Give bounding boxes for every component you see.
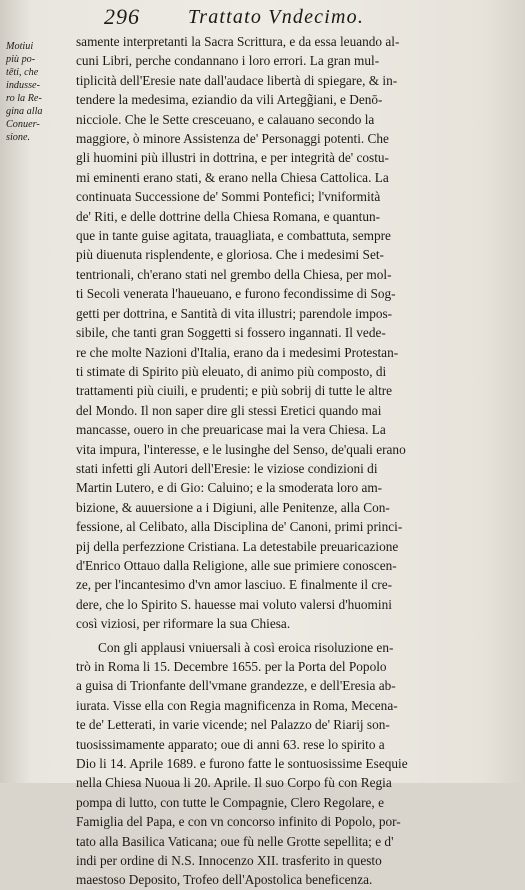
text-line: del Mondo. Il non saper dire gli stessi Eretici quando mai (76, 402, 382, 418)
text-line: ze, per l'incantesimo d'vn amor lasciuo. E finalmente il cre- (76, 577, 393, 593)
text-line: bizione, & auuersione a i Digiuni, alle Penitenze, alla Con- (76, 499, 390, 515)
marginal-note-line: sione. (6, 132, 31, 143)
text-line: pij della perfezzione Cristiana. La detestabile preuaricazione (76, 538, 399, 554)
marginal-note-line: gina alla (6, 106, 43, 117)
text-line: Famiglia del Papa, e con vn concorso infinito di Popolo, por- (76, 814, 401, 830)
text-line: cuni Libri, perche condannano i loro errori. La gran mul- (76, 53, 380, 69)
text-line: tuosissimamente apparato; oue di anni 63. rese lo spirito a (76, 736, 385, 752)
marginal-note-line: Conuer- (6, 119, 40, 130)
text-line: indi per ordine di N.S. Innocenzo XII. trasferito in questo (76, 853, 382, 869)
text-line: sibile, che tanti gran Soggetti si fossero ingannati. Il vede- (76, 325, 386, 341)
text-line: mancasse, ouero in che preuaricase mai la vera Chiesa. La (76, 422, 386, 438)
text-line: vita impura, l'interesse, e le lusinghe del Senso, de'quali erano (76, 441, 406, 457)
text-line: così viziosi, per riformare la sua Chiesa. (76, 616, 291, 632)
marginal-note-line: ro la Re- (6, 93, 42, 104)
text-line: Martin Lutero, e di Gio: Caluino; e la smoderata loro am- (76, 480, 383, 496)
text-line: continuata Successione de' Sommi Pontefici; l'vniformità (76, 189, 381, 205)
page-number: 296 (104, 4, 140, 29)
text-line: maggiore, ò minore Assistenza de' Personaggi potenti. Che (76, 131, 389, 147)
text-line: maestoso Deposito, Trofeo dell'Apostolica beneficenza. (76, 872, 373, 888)
paragraph (76, 638, 508, 890)
marginal-note-line: Motiui (6, 41, 34, 52)
text-line: tendere la medesima, eziandio da vili Artegg̃iani, e Denō- (76, 92, 383, 108)
paragraph (76, 32, 508, 634)
page-header (104, 4, 504, 30)
text-line: Con gli applausi vniuersali à così eroica risoluzione en- (98, 639, 394, 655)
text-line: getti per dottrina, e Santità di vita illustri; parendole impos- (76, 305, 393, 321)
text-line: nicciole. Che le Sette cresceuano, e calauano secondo la (76, 111, 375, 127)
marginal-note-line: indusse- (6, 80, 40, 91)
text-line: tentrionali, ch'erano stati nel grembo della Chiesa, per mol- (76, 266, 392, 282)
text-line: stati infetti gli Autori dell'Eresie: le viziose condizioni di (76, 460, 378, 476)
running-title: Trattato Vndecimo. (188, 6, 365, 28)
text-line: samente interpretanti la Sacra Scrittura, e da essa leuando al- (76, 34, 400, 49)
text-line: Dio li 14. Aprile 1689. e furono fatte le sontuosissime Esequie (76, 756, 408, 772)
marginal-note-line: più po- (6, 54, 36, 65)
text-line: nella Chiesa Nuoua li 20. Aprile. Il suo Corpo fù con Regia (76, 775, 392, 791)
text-line: re che molte Nazioni d'Italia, erano da i medesimi Protestan- (76, 344, 399, 360)
text-line: trattamenti più ciuili, e prudenti; e più sobrij di tutte le altre (76, 383, 393, 399)
body-text (76, 32, 508, 890)
text-line: tiplicità dell'Eresie nate dall'audace libertà di spiegare, & in- (76, 72, 398, 88)
text-line: te de' Letterati, in varie vicende; nel Palazzo de' Riarij son- (76, 717, 390, 733)
text-line: que in tante guise agitata, trauagliata, e combattuta, sempre (76, 228, 391, 244)
text-line: pompa di lutto, con tutte le Compagnie, Clero Regolare, e (76, 794, 384, 810)
text-line: a guisa di Trionfante dell'vmane grandezze, e dell'Eresia ab- (76, 678, 396, 694)
marginal-note (6, 40, 72, 144)
text-line: fessione, al Celibato, alla Disciplina de' Canoni, primi princi- (76, 519, 403, 535)
text-line: de' Riti, e delle dottrine della Chiesa Romana, e quantun- (76, 208, 381, 224)
text-line: ti stimate di Spirito più eleuato, di animo più composto, di (76, 363, 387, 379)
marginal-note-line: tēti, che (6, 67, 39, 78)
text-line: d'Enrico Ottauo dalla Religione, alle sue primiere conoscen- (76, 557, 397, 573)
text-line: mi eminenti erano stati, & erano nella Chiesa Cattolica. La (76, 169, 389, 185)
text-line: trò in Roma li 15. Decembre 1655. per la Porta del Popolo (76, 659, 387, 674)
text-line: ti Secoli venerata l'haueuano, e furono fecondissime di Sog- (76, 286, 396, 302)
text-line: dere, che lo Spirito S. hauesse mai voluto valersi d'huomini (76, 596, 392, 612)
text-line: più diuenuta risplendente, e gloriosa. Che i medesimi Set- (76, 247, 384, 263)
text-line: gli huomini più illustri in dottrina, e per integrità de' costu- (76, 150, 389, 166)
text-line: iurata. Visse ella con Regia magnificenza in Roma, Mecena- (76, 697, 398, 713)
text-line: tato alla Basilica Vaticana; oue fù nelle Grotte sepellita; e d' (76, 833, 394, 849)
